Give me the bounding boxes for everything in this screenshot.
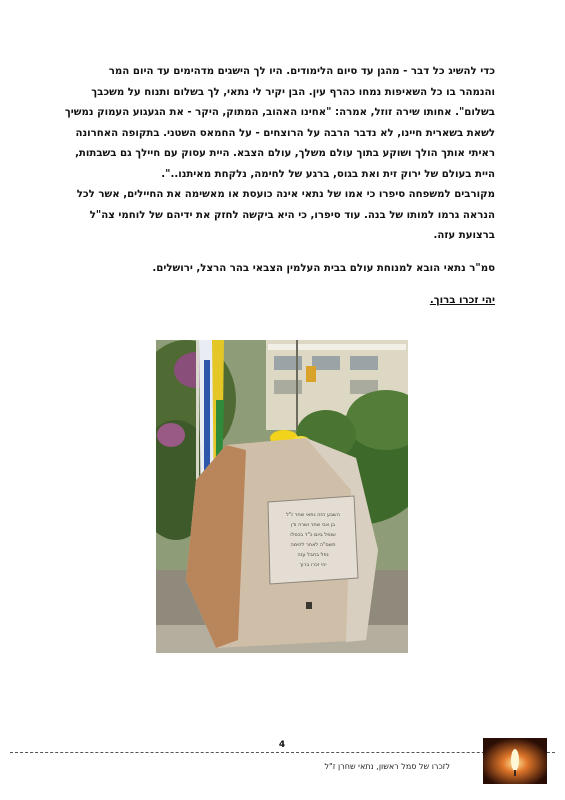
text-line: ראיתי אותך הולך ושוקע בתוך עולם משלך, עולם הצבא. היית עסוק עם חיילך גם בשבתות, (75, 148, 495, 159)
plaque-line: בן אבי שחר ושרה ודן (290, 522, 336, 528)
plaque-line: שנפל ביום כ"ד בכסלו (290, 532, 336, 538)
text-line: כדי להשיג כל דבר - מהגן עד סיום הלימודים. היו לך הישגים מדהימים עד היום המר (108, 66, 495, 77)
memorial-text (64, 62, 495, 312)
emblem-icon (306, 602, 312, 609)
burial-paragraph: סמ"ר נתאי הובא למנוחת עולם בבית העלמין הצבאי בהר הרצל, ירושלים. (152, 262, 495, 274)
text-line: והנמהר בו כל השאיפות נמחו כהרף עין. הבן יקיר לי נתאי, לך בשלום ותנוח על משכבך (91, 86, 495, 98)
plaque-line: תשס"ה לאחר לחימה (290, 542, 336, 548)
footer-divider (10, 752, 555, 753)
closing-line: יהי זכרו ברוך. (429, 295, 495, 306)
text-line: לשאת בשארית חיינו, לא נדבר הרבה על הרוצחים - על החמאס השטני. בתקופה האחרונה (75, 127, 495, 139)
text-line: מקורבים למשפחה סיפרו כי אמו של נתאי אינה כועסת או מאשימה את החיילים, אשר לכל (76, 189, 495, 200)
memorial-candle-image (483, 738, 547, 784)
footer-caption: לזכרו של סמל ראשון, נתאי שחרן ז"ל (324, 762, 450, 771)
plaque-line: השבע הזה נתאי שחר ז"ל (286, 512, 340, 518)
flame-icon (511, 749, 519, 771)
text-line: בשלום". אחותו שירה זוזל, אמרה: "אחינו האהוב, המתוק, היקר - את הגעגוע העמוק נמשיך (64, 107, 495, 118)
plaque-line: נפל בחבל עזה (297, 552, 329, 558)
plaque-line: יהי זכרו ברוך (299, 562, 327, 568)
text-line: היית בעולם של ירוק זית ואת בגוס, ברגע של לחימה, נלקחת מאיתנו..". (161, 168, 495, 180)
text-line: הנראה גרמו למותו של בנה. עוד סיפרו, כי היא ביקשה לחזק את ידיהם של לוחמי צה"ל (89, 209, 495, 221)
page-number: 4 (278, 740, 286, 750)
text-line: ברצועת עזה. (433, 230, 495, 241)
memorial-stone-photo (156, 340, 408, 653)
